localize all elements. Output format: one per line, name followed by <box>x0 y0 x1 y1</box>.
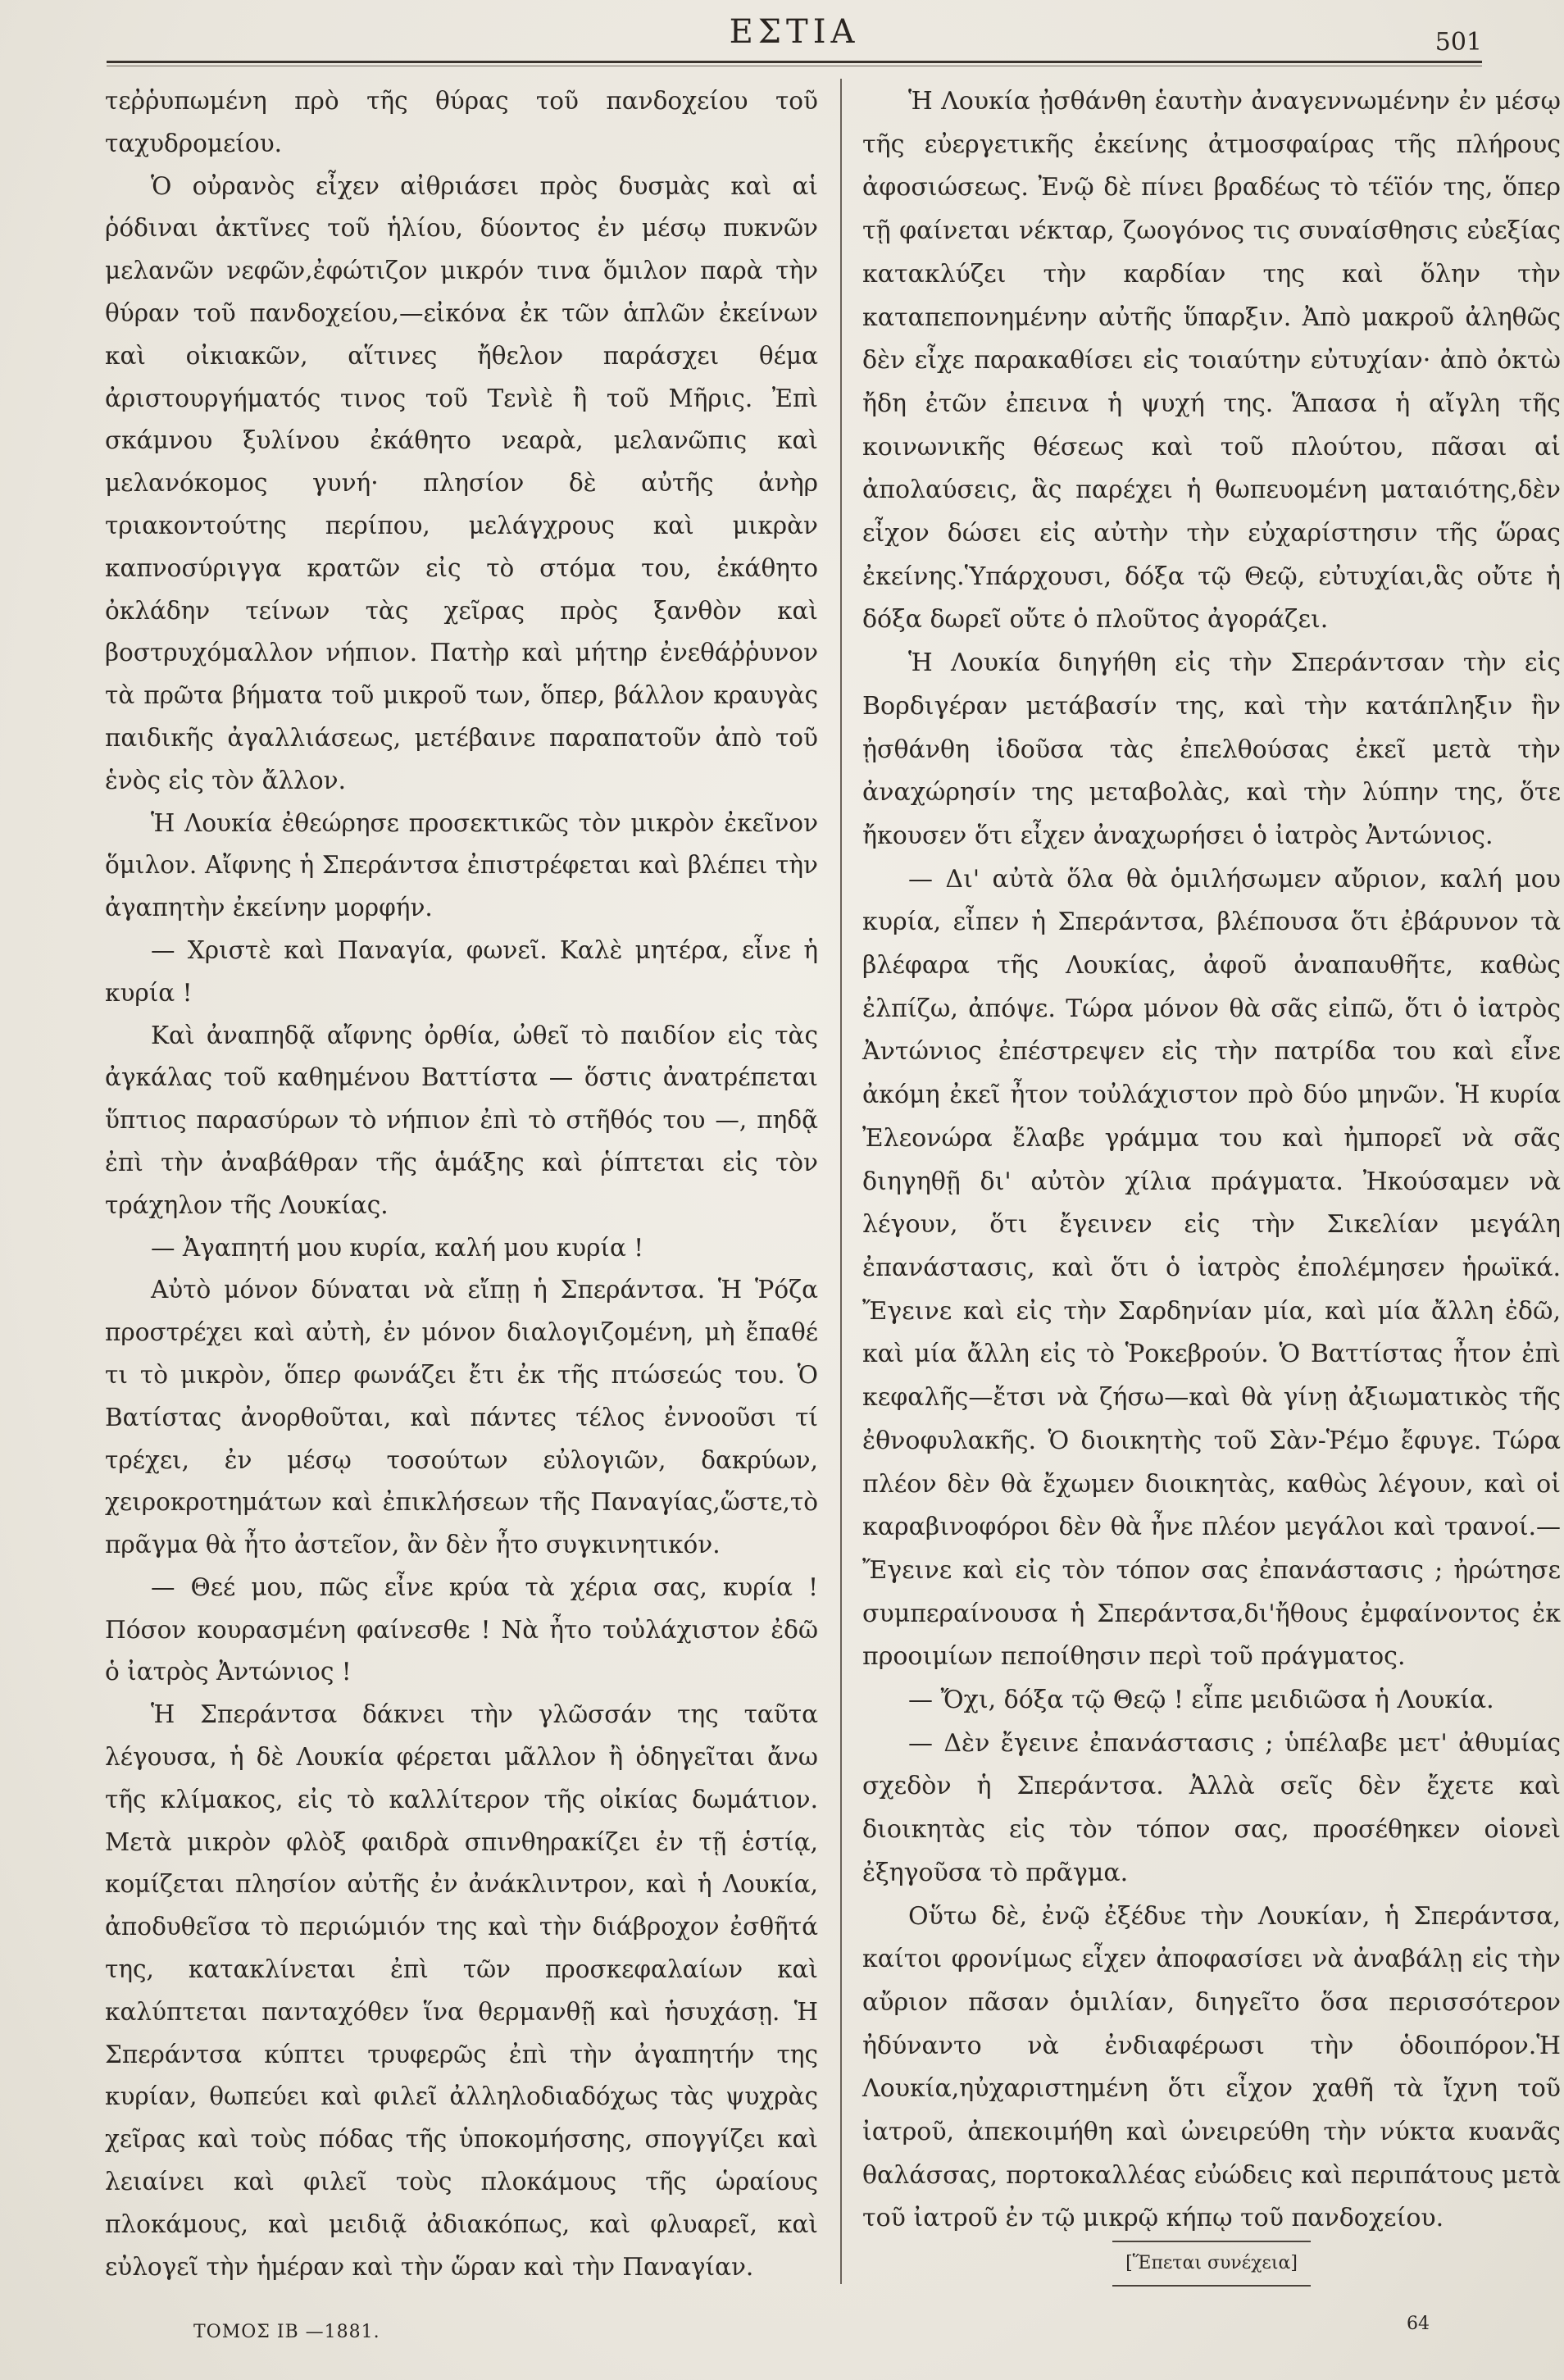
left-column-paragraph: — Χριστὲ καὶ Παναγία, φωνεῖ. Καλὲ μητέρα, εἶνε ἡ κυρία ! <box>105 935 818 1007</box>
right-column-paragraph: Οὕτω δὲ, ἐνῷ ἐξέδυε τὴν Λουκίαν, ἡ Σπεράντσα, καίτοι φρονίμως εἶχεν ἀποφασίσει νὰ ἀναβάλῃ εἰς τὴν αὔριον πᾶσαν ὁμιλίαν, διηγεῖτο ὅσα περισσότερον ἠδύναντο νὰ ἐνδιαφέρωσι τὴν ὁδοιπόρον.Ἡ Λουκία,ηὐχαριστημένη ὅτι εἶχον χαθῆ τὰ ἴχνη τοῦ ἰατροῦ, ἀπεκοιμήθη καὶ ὠνειρεύθη τὴν νύκτα κυανᾶς θαλάσσας, πορτοκαλλέας εὐώδεις καὶ περιπάτους μετὰ τοῦ ἰατροῦ ἐν τῷ μικρῷ κήπῳ τοῦ πανδοχείου. <box>862 1901 1561 2233</box>
continuation-note-text: [Ἕπεται συνέχεια] <box>1112 2241 1311 2287</box>
volume-footer: ΤΟΜΟΣ ΙΒ —1881. <box>193 2322 380 2342</box>
left-column-paragraph: τεῤῥυπωμένη πρὸ τῆς θύρας τοῦ πανδοχείου τοῦ ταχυδρομείου. <box>105 87 818 157</box>
left-column-paragraph: — Ἀγαπητή μου κυρία, καλή μου κυρία ! <box>151 1233 644 1262</box>
right-column-body <box>862 80 1561 2241</box>
right-column-paragraph: — Δι' αὐτὰ ὅλα θὰ ὁμιλήσωμεν αὔριον, καλή μου κυρία, εἶπεν ἡ Σπεράντσα, βλέπουσα ὅτι ἐβάρυνον τὰ βλέφαρα τῆς Λουκίας, ἀφοῦ ἀναπαυθῆτε, καθὼς ἐλπίζω, ἀπόψε. Τώρα μόνον θὰ σᾶς εἰπῶ, ὅτι ὁ ἰατρὸς Ἀντώνιος ἐπέστρεψεν εἰς τὴν πατρίδα του καὶ εἶνε ἀκόμη ἐκεῖ ἦτον τοὐλάχιστον πρὸ δύο μηνῶν. Ἡ κυρία Ἐλεονώρα ἔλαβε γράμμα του καὶ ἠμπορεῖ νὰ σᾶς διηγηθῇ δι' αὐτὸν χίλια πράγματα. Ἠκούσαμεν νὰ λέγουν, ὅτι ἔγεινεν εἰς τὴν Σικελίαν μεγάλη ἐπανάστασις, καὶ ὅτι ὁ ἰατρὸς ἐπολέμησεν ἡρωϊκά. Ἔγεινε καὶ εἰς τὴν Σαρδηνίαν μία, καὶ μία ἄλλη ἐδῶ, καὶ μία ἄλλη εἰς τὸ Ῥοκεβρούν. Ὁ Βαττίστας ἦτον ἐπὶ κεφαλῆς—ἔτσι νὰ ζήσω—καὶ θὰ γίνῃ ἀξιωματικὸς τῆς ἐθνοφυλακῆς. Ὁ διοικητὴς τοῦ Σὰν-Ῥέμο ἔφυγε. Τώρα πλέον δὲν θὰ ἔχωμεν διοικητὰς, καθὼς λέγουν, καὶ οἱ καραβινοφόροι δὲν θὰ ἦνε πλέον μεγάλοι καὶ τρανοί.—Ἔγεινε καὶ εἰς τὸν τόπον σας ἐπανάστασις ; ἠρώτησε συμπεραίνουσα ἡ Σπεράντσα,δι'ἤθους ἐμφαίνοντος ἐκ προοιμίων πεποίθησιν περὶ τοῦ πράγματος. <box>862 864 1561 1672</box>
left-column <box>105 80 818 2288</box>
left-column-paragraph: — Θεέ μου, πῶς εἶνε κρύα τὰ χέρια σας, κυρία ! Πόσον κουρασμένη φαίνεσθε ! Νὰ ἦτο τοὐλάχιστον ἐδῶ ὁ ἰατρὸς Ἀντώνιος ! <box>105 1572 818 1686</box>
left-column-paragraph: Ὁ οὐρανὸς εἶχεν αἰθριάσει πρὸς δυσμὰς καὶ αἱ ῥόδιναι ἀκτῖνες τοῦ ἡλίου, δύοντος ἐν μέσῳ πυκνῶν μελανῶν νεφῶν,ἐφώτιζον μικρόν τινα ὅμιλον παρὰ τὴν θύραν τοῦ πανδοχείου,—εἰκόνα ἐκ τῶν ἁπλῶν ἐκείνων καὶ οἰκιακῶν, αἵτινες ἤθελον παράσχει θέμα ἀριστουργήματός τινος τοῦ Τενὶὲ ἢ τοῦ Μῆρις. Ἐπὶ σκάμνου ξυλίνου ἐκάθητο νεαρὰ, μελανῶπις καὶ μελανόκομος γυνή· πλησίον δὲ αὐτῆς ἀνὴρ τριακοντούτης περίπου, μελάγχρους καὶ μικρὰν καπνοσύριγγα κρατῶν εἰς τὸ στόμα του, ἐκάθητο ὀκλάδην τείνων τὰς χεῖρας πρὸς ξανθὸν καὶ βοστρυχόμαλλον νήπιον. Πατὴρ καὶ μήτηρ ἐνεθάῤῥυνον τὰ πρῶτα βήματα τοῦ μικροῦ των, ὅπερ, βάλλον κραυγὰς παιδικῆς ἀγαλλιάσεως, μετέβαινε παραπατοῦν ἀπὸ τοῦ ἑνὸς εἰς τὸν ἄλλον. <box>105 171 818 794</box>
left-column-paragraph: Αὐτὸ μόνον δύναται νὰ εἴπῃ ἡ Σπεράντσα. Ἡ Ῥόζα προστρέχει καὶ αὐτὴ, ἐν μόνον διαλογιζομένη, μὴ ἔπαθέ τι τὸ μικρὸν, ὅπερ φωνάζει ἔτι ἐκ τῆς πτώσεώς του. Ὁ Βατίστας ἀνορθοῦται, καὶ πάντες τέλος ἐννοοῦσι τί τρέχει, ἐν μέσῳ τοσούτων εὐλογιῶν, δακρύων, χειροκροτημάτων καὶ ἐπικλήσεων τῆς Παναγίας,ὥστε,τὸ πρᾶγμα θὰ ἦτο ἀστεῖον, ἂν δὲν ἦτο συγκινητικόν. <box>105 1276 818 1559</box>
right-column-paragraph: — Ὄχι, δόξα τῷ Θεῷ ! εἶπε μειδιῶσα ἡ Λουκία. <box>908 1686 1494 1715</box>
right-column <box>862 80 1561 2287</box>
column-divider <box>840 79 842 2284</box>
right-column-paragraph: Ἡ Λουκία διηγήθη εἰς τὴν Σπεράντσαν τὴν εἰς Βορδιγέραν μετάβασίν της, καὶ τὴν κατάπληξιν ἣν ᾐσθάνθη ἰδοῦσα τὰς ἐπελθούσας ἐκεῖ μετὰ τὴν ἀναχώρησίν της μεταβολὰς, καὶ τὴν λύπην της, ὅτε ἤκουσεν ὅτι εἶχεν ἀναχωρήσει ὁ ἰατρὸς Ἀντώνιος. <box>862 648 1561 850</box>
page-number: 501 <box>1434 28 1482 57</box>
header-rule <box>107 61 1482 63</box>
page-header <box>107 8 1482 57</box>
right-column-paragraph: Ἡ Λουκία ᾐσθάνθη ἑαυτὴν ἀναγεννωμένην ἐν μέσῳ τῆς εὐεργετικῆς ἐκείνης ἀτμοσφαίρας τῆς πλήρους ἀφοσιώσεως. Ἐνῷ δὲ πίνει βραδέως τὸ τέϊόν της, ὅπερ τῇ φαίνεται νέκταρ, ζωογόνος τις συναίσθησις εὐεξίας κατακλύζει τὴν καρδίαν της καὶ ὅλην τὴν καταπεπονημένην αὐτῆς ὕπαρξιν. Ἀπὸ μακροῦ ἀληθῶς δὲν εἶχε παρακαθίσει εἰς τοιαύτην εὐτυχίαν· ἀπὸ ὀκτὼ ἤδη ἐτῶν ἐπεινα ἡ ψυχή της. Ἅπασα ἡ αἴγλη τῆς κοινωνικῆς θέσεως καὶ τοῦ πλούτου, πᾶσαι αἱ ἀπολαύσεις, ἃς παρέχει ἡ θωπευομένη ματαιότης,δὲν εἶχον δώσει εἰς αὐτὴν τὴν εὐχαρίστησιν τῆς ὥρας ἐκείνης.Ὑπάρχουσι, δόξα τῷ Θεῷ, εὐτυχίαι,ἃς οὔτε ἡ δόξα δωρεῖ οὔτε ὁ πλοῦτος ἀγοράζει. <box>862 87 1561 635</box>
left-column-paragraph: Ἡ Λουκία ἐθεώρησε προσεκτικῶς τὸν μικρὸν ἐκεῖνον ὅμιλον. Αἴφνης ἡ Σπεράντσα ἐπιστρέφεται καὶ βλέπει τὴν ἀγαπητὴν ἐκείνην μορφήν. <box>105 808 818 922</box>
signature-mark: 64 <box>1407 2314 1430 2334</box>
right-column-paragraph: — Δὲν ἔγεινε ἐπανάστασις ; ὑπέλαβε μετ' ἀθυμίας σχεδὸν ἡ Σπεράντσα. Ἀλλὰ σεῖς δὲν ἔχετε καὶ διοικητὰς εἰς τὸν τόπον σας, προσέθηκεν οἱονεὶ ἐξηγοῦσα τὸ πρᾶγμα. <box>862 1728 1561 1887</box>
left-column-paragraph: Καὶ ἀναπηδᾷ αἴφνης ὀρθία, ὠθεῖ τὸ παιδίον εἰς τὰς ἀγκάλας τοῦ καθημένου Βαττίστα — ὅστις ἀνατρέπεται ὕπτιος παρασύρων τὸ νήπιον ἐπὶ τὸ στῆθός του —, πηδᾷ ἐπὶ τὴν ἀναβάθραν τῆς ἁμάξης καὶ ῥίπτεται εἰς τὸν τράχηλον τῆς Λουκίας. <box>105 1021 818 1219</box>
left-column-paragraph: Ἡ Σπεράντσα δάκνει τὴν γλῶσσάν της ταῦτα λέγουσα, ἡ δὲ Λουκία φέρεται μᾶλλον ἢ ὁδηγεῖται ἄνω τῆς κλίμακος, εἰς τὸ καλλίτερον τῆς οἰκίας δωμάτιον. Μετὰ μικρὸν φλὸξ φαιδρὰ σπινθηρακίζει ἐν τῇ ἑστίᾳ, κομίζεται πλησίον αὐτῆς ἐν ἀνάκλιντρον, καὶ ἡ Λουκία, ἀποδυθεῖσα τὸ περιώμιόν της καὶ τὴν διάβροχον ἐσθῆτά της, κατακλίνεται ἐπὶ τῶν προσκεφαλαίων καὶ καλύπτεται πανταχόθεν ἵνα θερμανθῇ καὶ ἡσυχάσῃ. Ἡ Σπεράντσα κύπτει τρυφερῶς ἐπὶ τὴν ἀγαπητήν της κυρίαν, θωπεύει καὶ φιλεῖ ἀλληλοδιαδόχως τὰς ψυχρὰς χεῖρας καὶ τοὺς πόδας τῆς ὑποκομήσσης, σπογγίζει καὶ λειαίνει καὶ φιλεῖ τοὺς πλοκάμους τῆς ὡραίους πλοκάμους, καὶ μειδιᾷ ἀδιακόπως, καὶ φλυαρεῖ, καὶ εὐλογεῖ τὴν ἡμέραν καὶ τὴν ὥραν καὶ τὴν Παναγίαν. <box>105 1700 818 2281</box>
continuation-note <box>862 2241 1561 2287</box>
journal-title: ΕΣΤΙΑ <box>729 13 860 51</box>
